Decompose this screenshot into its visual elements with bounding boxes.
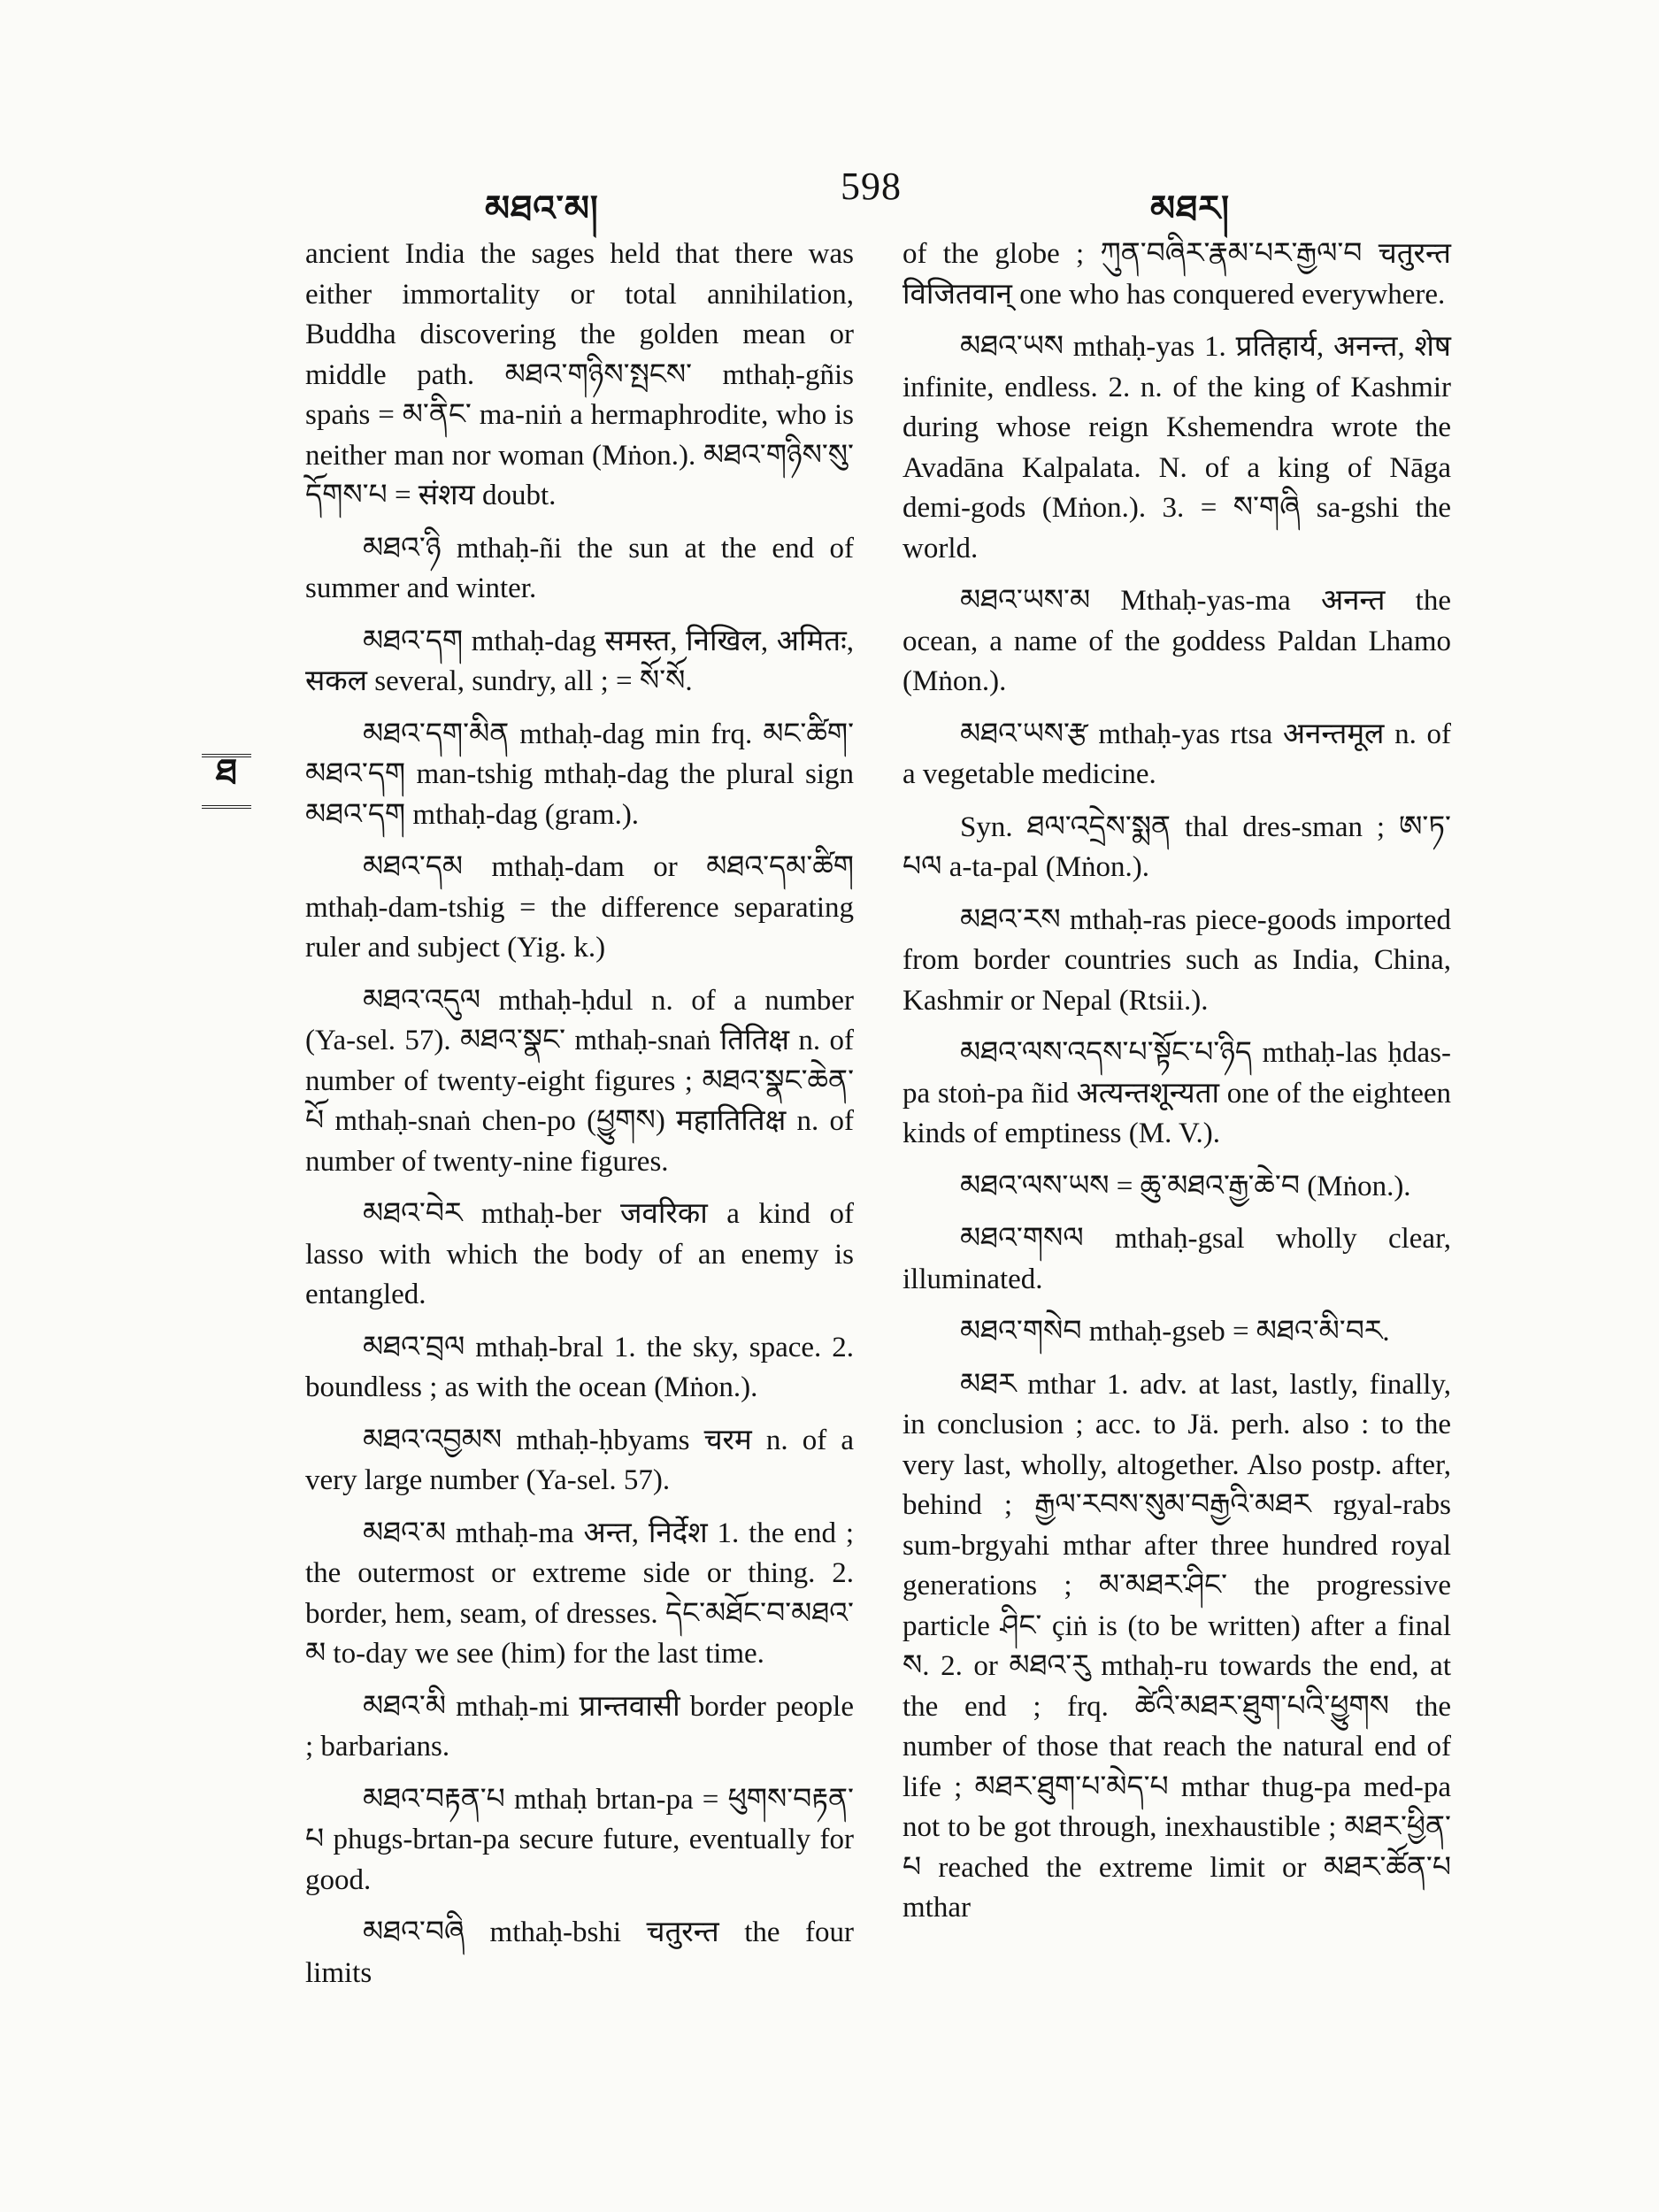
right-column bbox=[902, 234, 1451, 1941]
entry-left-7: མཐའ་བྲལ mthaḥ-bral 1. the sky, space. 2. boundless ; as with the ocean (Mṅon.). bbox=[305, 1331, 854, 1403]
entry-right-0: of the globe ; ཀུན་བཞིར་རྣམ་པར་རྒྱལ་བ चतुरन्त विजितवान् one who has conquered everywhere. bbox=[902, 238, 1451, 311]
entry-left-8: མཐའ་འབྱམས mthaḥ-ḥbyams चरम n. of a very large number (Ya-sel. 57). bbox=[305, 1424, 854, 1496]
entry-right-10: མཐར mthar 1. adv. at last, lastly, finally, in conclusion ; acc. to Jä. perh. also : to the very last, wholly, altogether. Also postp. after, behind ; རྒྱལ་རབས་སུམ་བརྒྱའི་མཐར rgyal-rabs sum-brgyahi mthar after three hundred royal generations ; མ་མཐར་ཤིང་ the progressive particle ཤིང་ çiṅ is (to be written) after a final ས. 2. or མཐའ་རུ mthaḥ-ru towards the end, at the end ; frq. ཚེའི་མཐར་ཐུག་པའི་ཕྱུགས the number of those that reach the natural end of life ; མཐར་ཐུག་པ་མེད་པ mthar thug-pa med-pa not to be got through, inexhaustible ; མཐར་ཕྱིན་པ reached the extreme limit or མཐར་ཚོན་པ mthar bbox=[902, 1368, 1451, 1924]
entry-left-4: མཐའ་དམ mthaḥ-dam or མཐའ་དམ་ཚིག mthaḥ-dam-tshig = the difference separating ruler and subject (Yig. k.) bbox=[305, 851, 854, 964]
entry-right-5: མཐའ་རས mthaḥ-ras piece-goods imported from border countries such as India, China, Kashmir or Nepal (Rtsii.). bbox=[902, 903, 1451, 1017]
entry-right-7: མཐའ་ལས་ཡས = ཆུ་མཐའ་རྒྱ་ཆེ་བ (Mṅon.). bbox=[960, 1170, 1411, 1202]
entry-left-1: མཐའ་ཉི mthaḥ-ñi the sun at the end of summer and winter. bbox=[305, 532, 854, 604]
entry-left-3: མཐའ་དག་མིན mthaḥ-dag min frq. མང་ཚིག་མཐའ་དག man-tshig mthaḥ-dag the plural sign མཐའ་དག mthaḥ-dag (gram.). bbox=[305, 718, 854, 831]
entry-right-6: མཐའ་ལས་འདས་པ་སྟོང་པ་ཉིད mthaḥ-las ḥdas-pa stoṅ-pa ñid अत्यन्तशून्यता one of the eighteen kinds of emptiness (M. V.). bbox=[902, 1037, 1451, 1149]
entry-left-2: མཐའ་དག mthaḥ-dag समस्त, निखिल, अमितः, सकल several, sundry, all ; = སོ་སོ. bbox=[305, 625, 854, 697]
entry-left-5: མཐའ་འདུལ mthaḥ-ḥdul n. of a number (Ya-sel. 57). མཐའ་སྣང་ mthaḥ-snaṅ तितिक्ष n. of number of twenty-eight figures ; མཐའ་སྣང་ཆེན་པོ mthaḥ-snaṅ chen-po (ཕྱུགས) महातितिक्ष n. of number of twenty-nine figures. bbox=[305, 984, 854, 1178]
entry-left-6: མཐའ་བེར mthaḥ-ber जवरिका a kind of lasso with which the body of an enemy is entangled. bbox=[305, 1198, 854, 1310]
entry-right-9: མཐའ་གསེབ mthaḥ-gseb = མཐའ་མི་བར. bbox=[960, 1316, 1390, 1348]
entry-right-3: མཐའ་ཡས་རྩ mthaḥ-yas rtsa अनन्तमूल n. of a vegetable medicine. bbox=[902, 718, 1451, 790]
entry-left-9: མཐའ་མ mthaḥ-ma अन्त, निर्देश 1. the end ; the outermost or extreme side or thing. 2. border, hem, seam, of dresses. དེང་མཐོང་བ་མཐའ་མ to-day we see (him) for the last time. bbox=[305, 1517, 854, 1670]
entry-left-12: མཐའ་བཞི mthaḥ-bshi चतुरन्त the four limits bbox=[305, 1916, 854, 1989]
margin-section-mark: ཐ bbox=[202, 754, 251, 809]
entry-right-4: Syn. ཐལ་འདྲེས་སྨན thal dres-sman ; ཨ་ཏ་པལ a-ta-pal (Mṅon.). bbox=[902, 810, 1451, 883]
entry-right-8: མཐའ་གསལ mthaḥ-gsal wholly clear, illuminated. bbox=[902, 1223, 1451, 1295]
entry-left-0: ancient India the sages held that there was either immortality or total annihilation, Buddha discovering the golden mean or middle path. མཐའ་གཉིས་སྤངས་ mthaḥ-gñis spaṅs = མ་ནིང་ ma-niṅ a hermaphrodite, who is neither man nor woman (Mṅon.). མཐའ་གཉིས་སུ་དོགས་པ = संशय doubt. bbox=[305, 238, 854, 511]
running-head-left: མཐའ་མ། bbox=[485, 188, 599, 228]
left-column bbox=[305, 234, 854, 2006]
entry-right-1: མཐའ་ཡས mthaḥ-yas 1. प्रतिहार्य, अनन्त, शेष infinite, endless. 2. n. of the king of Kashmir during whose reign Kshemendra wrote the Avadāna Kalpalata. N. of a king of Nāga demi-gods (Mṅon.). 3. = ས་གཞི sa-gshi the world. bbox=[902, 331, 1451, 565]
page-number: 598 bbox=[841, 165, 902, 208]
entry-left-11: མཐའ་བརྟན་པ mthaḥ brtan-pa = ཕུགས་བརྟན་པ phugs-brtan-pa secure future, eventually for good. bbox=[305, 1783, 854, 1896]
entry-left-10: མཐའ་མི mthaḥ-mi प्रान्तवासी border people ; barbarians. bbox=[305, 1690, 854, 1763]
running-head-right: མཐར། bbox=[1150, 188, 1231, 228]
entry-right-2: མཐའ་ཡས་མ Mthaḥ-yas-ma अनन्त the ocean, a name of the goddess Paldan Lhamo (Mṅon.). bbox=[902, 585, 1451, 697]
